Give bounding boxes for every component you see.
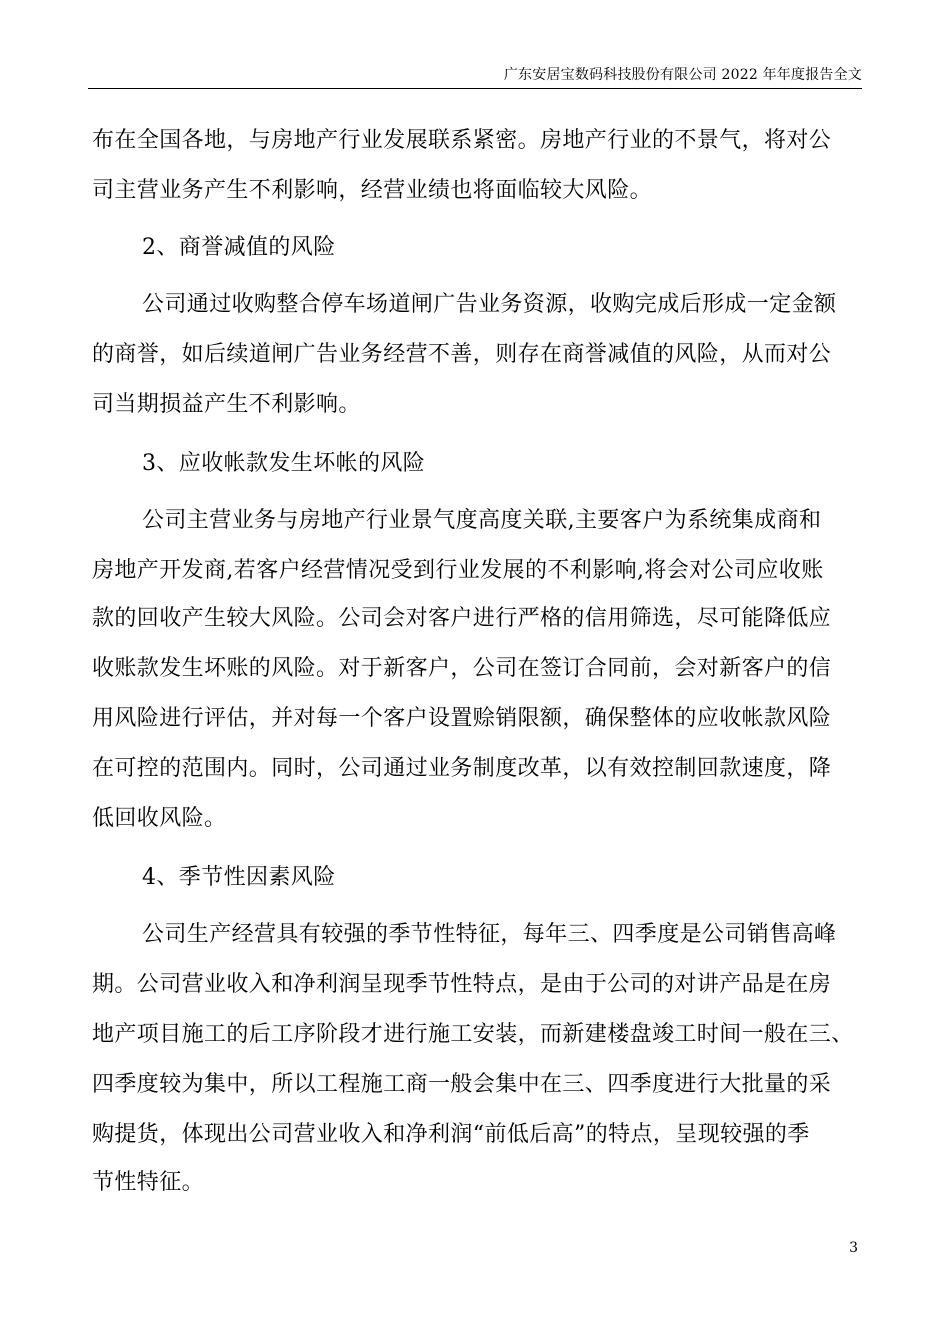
body-line: 收账款发生坏账的风险。对于新客户，公司在签订合同前，会对新客户的信 — [92, 656, 832, 681]
body-line: 司主营业务产生不利影响，经营业绩也将面临较大风险。 — [92, 178, 653, 203]
body-line: 房地产开发商,若客户经营情况受到行业发展的不利影响,将会对公司应收账 — [92, 558, 824, 583]
page-number: 3 — [849, 1240, 858, 1256]
body-line: 布在全国各地，与房地产行业发展联系紧密。房地产行业的不景气，将对公 — [92, 128, 832, 153]
body-line: 用风险进行评估，并对每一个客户设置赊销限额，确保整体的应收帐款风险 — [92, 706, 832, 731]
body-line: 的商誉，如后续道闸广告业务经营不善，则存在商誉减值的风险，从而对公 — [92, 342, 832, 367]
body-line: 四季度较为集中，所以工程施工商一般会集中在三、四季度进行大批量的采 — [92, 1072, 832, 1097]
body-line: 款的回收产生较大风险。公司会对客户进行严格的信用筛选，尽可能降低应 — [92, 606, 832, 631]
body-line: 节性特征。 — [92, 1170, 205, 1195]
section-heading: 3、应收帐款发生坏帐的风险 — [142, 451, 426, 476]
body-line: 购提货，体现出公司营业收入和净利润“前低后高”的特点，呈现较强的季 — [92, 1122, 810, 1147]
body-line: 公司主营业务与房地产行业景气度高度关联,主要客户为系统集成商和 — [142, 508, 822, 533]
body-line: 在可控的范围内。同时，公司通过业务制度改革，以有效控制回款速度，降 — [92, 756, 832, 781]
body-line: 期。公司营业收入和净利润呈现季节性特点，是由于公司的对讲产品是在房 — [92, 972, 832, 997]
section-heading: 4、季节性因素风险 — [142, 865, 336, 890]
header-rule — [88, 88, 862, 89]
body-line: 公司生产经营具有较强的季节性特征，每年三、四季度是公司销售高峰 — [142, 922, 837, 947]
body-line: 低回收风险。 — [92, 806, 227, 831]
page-header: 广东安居宝数码科技股份有限公司 2022 年年度报告全文 — [503, 67, 862, 83]
body-line: 司当期损益产生不利影响。 — [92, 392, 361, 417]
section-heading: 2、商誉减值的风险 — [142, 235, 336, 260]
body-line: 地产项目施工的后工序阶段才进行施工安装，而新建楼盘竣工时间一般在三、 — [92, 1022, 854, 1047]
body-line: 公司通过收购整合停车场道闸广告业务资源，收购完成后形成一定金额 — [142, 292, 837, 317]
